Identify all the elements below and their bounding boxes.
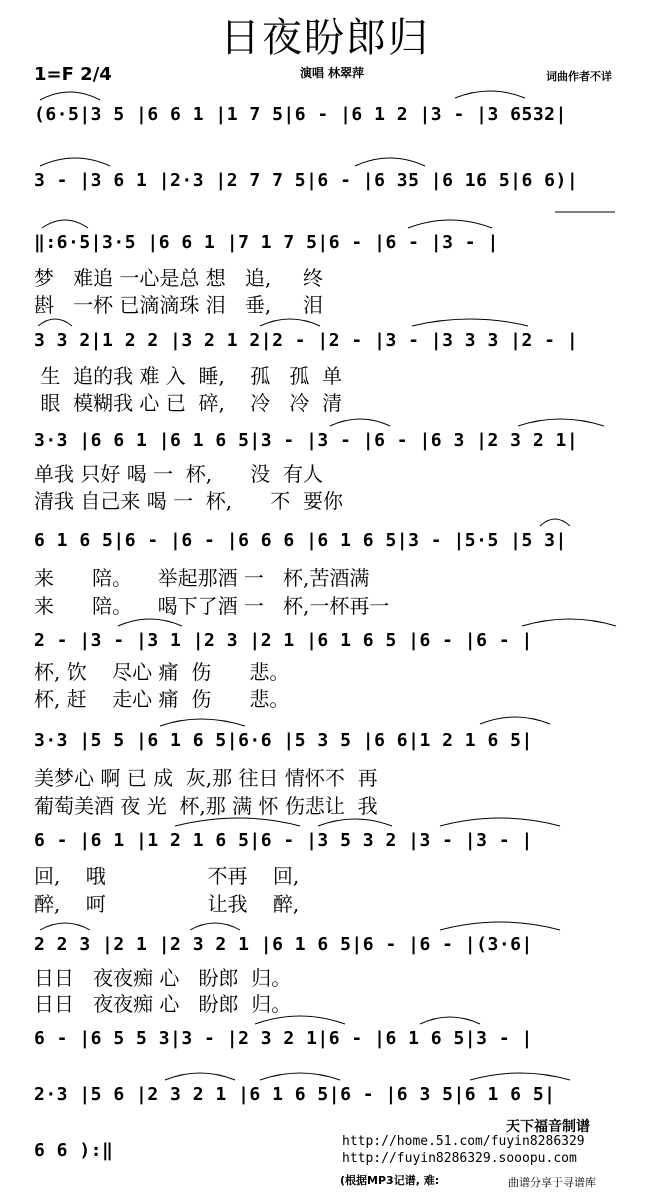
- source-url-1[interactable]: http://home.51.com/fuyin8286329: [342, 1134, 585, 1149]
- notation-row-12: 2·3 |5 6 |2 3 2 1 |6 1 6 5|6 - |6 3 5|6 1 6 5|: [34, 1084, 556, 1105]
- notation-row-6: 6 1 6 5|6 - |6 - |6 6 6 |6 1 6 5|3 - |5·5 |5 3|: [34, 530, 567, 551]
- notation-row-11: 6 - |6 5 5 3|3 - |2 3 2 1|6 - |6 1 6 5|3 - |: [34, 1028, 533, 1049]
- lyrics-verse2-row-9: 醉, 呵 让我 醉,: [34, 892, 300, 916]
- lyrics-verse1-row-8: 美梦心 啊 已 成 灰,那 往日 情怀不 再: [34, 766, 378, 790]
- lyrics-verse2-row-4: 眼 模糊我 心 已 碎, 冷 冷 清: [34, 391, 343, 415]
- notation-row-5: 3·3 |6 6 1 |6 1 6 5|3 - |3 - |6 - |6 3 |2 3 2 1|: [34, 430, 579, 451]
- lyrics-verse1-row-4: 生 追的我 难 入 睡, 孤 孤 单: [34, 364, 343, 388]
- key-signature: 1=F 2/4: [34, 64, 112, 85]
- producer-credit: 天下福音制谱: [506, 1119, 590, 1135]
- notation-row-10: 2 2 3 |2 1 |2 3 2 1 |6 1 6 5|6 - |6 - |(3·6|: [34, 934, 533, 955]
- notation-row-2: 3 - |3 6 1 |2·3 |2 7 7 5|6 - |6 35 |6 16 5|6 6)|: [34, 170, 579, 191]
- lyrics-verse2-row-5: 清我 自己来 喝 一 杯, 不 要你: [34, 489, 344, 513]
- lyrics-verse1-row-10: 日日 夜夜痴 心 盼郎 归。: [34, 966, 292, 990]
- transcription-note: (根据MP3记谱, 难:: [340, 1174, 440, 1187]
- notation-row-13: 6 6 ):‖: [34, 1140, 114, 1161]
- lyrics-verse2-row-10: 日日 夜夜痴 心 盼郎 归。: [34, 992, 292, 1016]
- composer-credit: 词曲作者不详: [546, 70, 612, 83]
- lyrics-verse1-row-7: 杯, 饮 尽心 痛 伤 悲。: [34, 660, 290, 684]
- notation-row-3: ‖:6·5|3·5 |6 6 1 |7 1 7 5|6 - |6 - |3 - |: [34, 232, 499, 253]
- watermark-text: 曲谱分享于寻谱库: [508, 1176, 596, 1189]
- lyrics-verse1-row-9: 回, 哦 不再 回,: [34, 864, 300, 888]
- source-url-2[interactable]: http://fuyin8286329.sooopu.com: [342, 1151, 577, 1166]
- notation-row-8: 3·3 |5 5 |6 1 6 5|6·6 |5 3 5 |6 6|1 2 1 6 5|: [34, 730, 533, 751]
- lyrics-verse1-row-5: 单我 只好 喝 一 杯, 没 有人: [34, 462, 324, 486]
- lyrics-verse2-row-7: 杯, 赶 走心 痛 伤 悲。: [34, 687, 290, 711]
- lyrics-verse1-row-6: 来 陪。 举起那酒 一 杯,苦酒满: [34, 566, 370, 590]
- lyrics-verse1-row-3: 梦 难追 一心是总 想 追, 终: [34, 266, 324, 290]
- lyrics-verse2-row-3: 斟 一杯 已滴滴珠 泪 垂, 泪: [34, 293, 324, 317]
- notation-row-7: 2 - |3 - |3 1 |2 3 |2 1 |6 1 6 5 |6 - |6 - |: [34, 630, 533, 651]
- notation-row-9: 6 - |6 1 |1 2 1 6 5|6 - |3 5 3 2 |3 - |3 - |: [34, 830, 533, 851]
- notation-row-1: (6·5|3 5 |6 6 1 |1 7 5|6 - |6 1 2 |3 - |3 6532|: [34, 104, 567, 125]
- song-title: 日夜盼郎归: [220, 15, 430, 61]
- singer-credit: 演唱 林翠萍: [300, 66, 365, 80]
- notation-row-4: 3 3 2|1 2 2 |3 2 1 2|2 - |2 - |3 - |3 3 3 |2 - |: [34, 330, 579, 351]
- lyrics-verse2-row-8: 葡萄美酒 夜 光 杯,那 满 怀 伤悲让 我: [34, 794, 378, 818]
- lyrics-verse2-row-6: 来 陪。 喝下了酒 一 杯,一杯再一: [34, 594, 390, 618]
